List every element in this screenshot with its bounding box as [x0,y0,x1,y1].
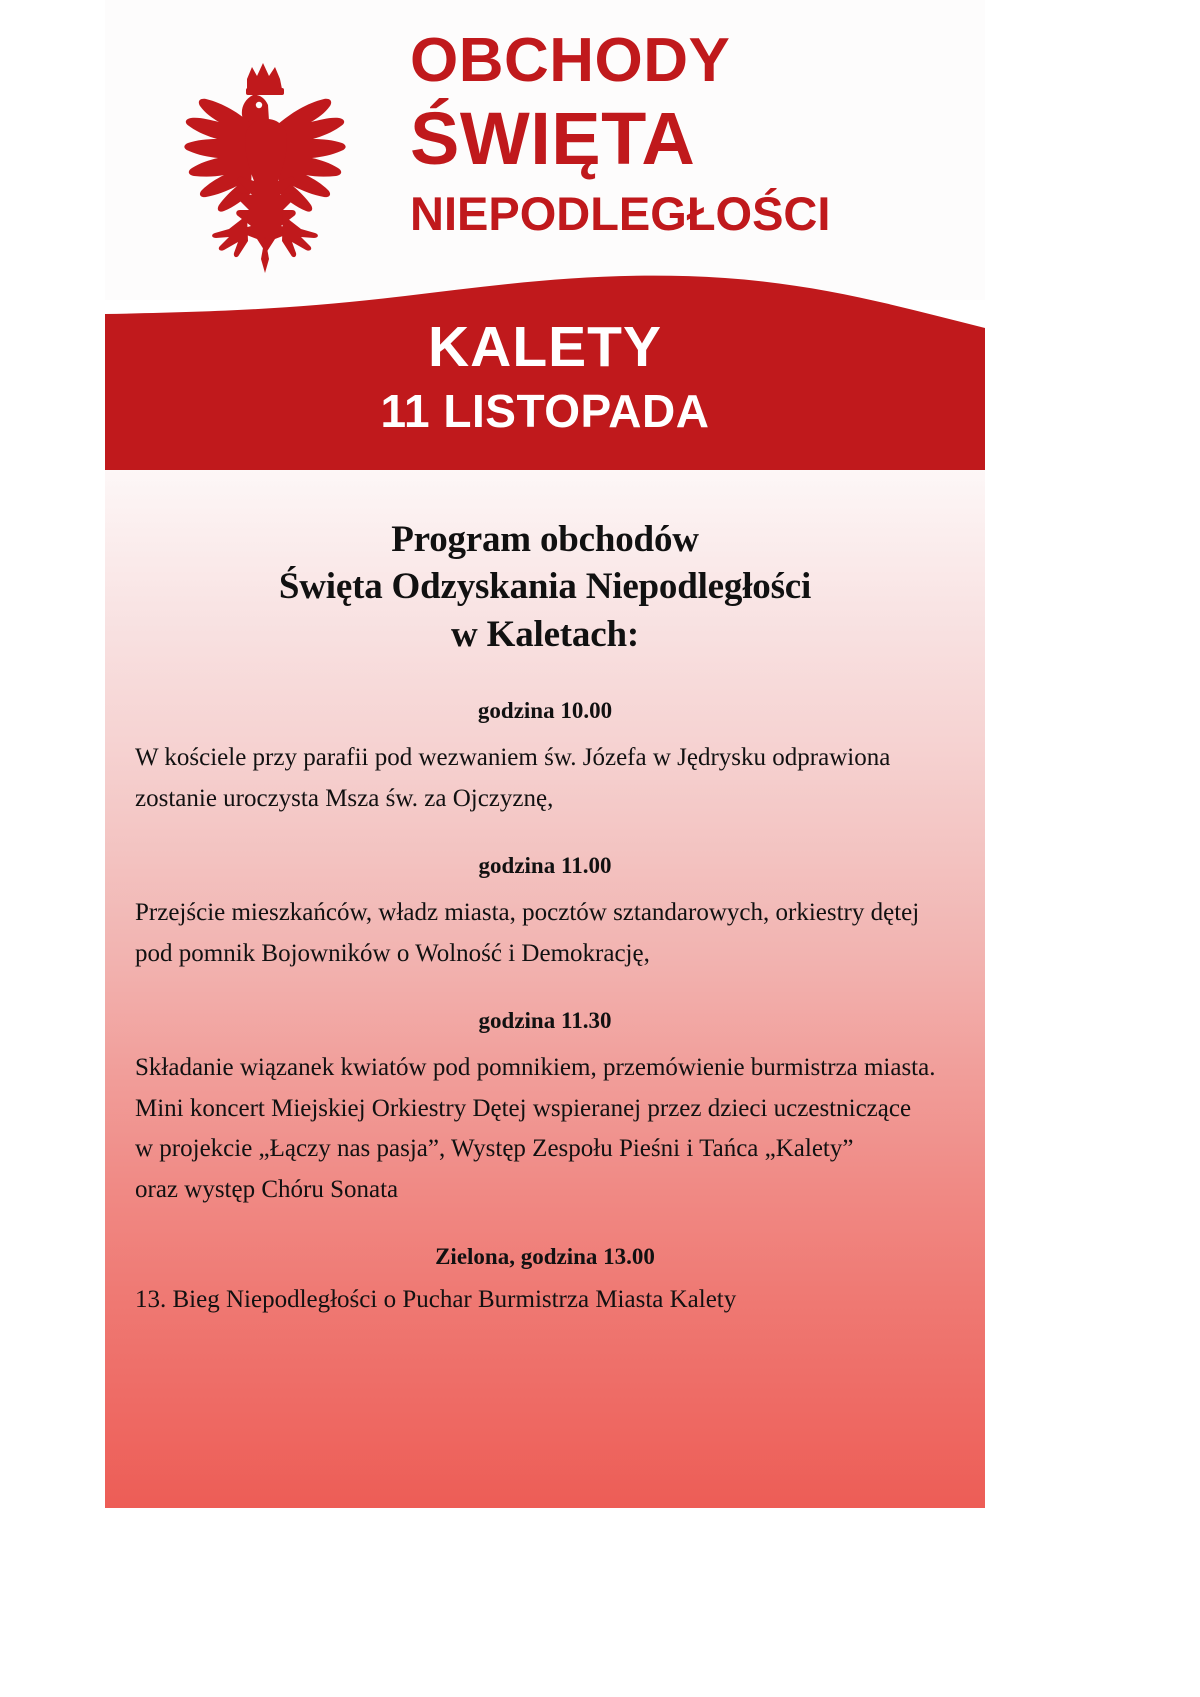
program-panel [105,470,985,1508]
header-line-obchody: OBCHODY [410,26,731,95]
section-body-line: Składanie wiązanek kwiatów pod pomnikiem, przemówienie burmistrza miasta. [135,1054,936,1082]
program-sections [105,698,985,1321]
section-time-label: Zielona, godzina 13.00 [435,1244,655,1270]
section-body-line: Mini koncert Miejskiej Orkiestry Dętej wspieranej przez dzieci uczestniczące [135,1094,912,1122]
section-body-line: pod pomnik Bojowników o Wolność i Demokrację, [135,939,650,967]
program-heading-line-1: Program obchodów [391,519,699,560]
header-titles [410,26,980,240]
banner-text [105,268,985,473]
section-time-label: godzina 10.00 [477,698,613,724]
program-heading [105,470,985,658]
red-wave-banner [105,268,985,473]
header-line-niepodleglosci: NIEPODLEGŁOŚCI [410,187,831,240]
section-time-label: godzina 11.00 [478,853,612,879]
program-heading-line-2: Święta Odzyskania Niepodległości [278,566,812,608]
header-line-swieta: ŚWIĘTA [410,97,696,180]
program-section [105,698,985,819]
program-section [105,1008,985,1210]
section-body-line: 13. Bieg Niepodległości o Puchar Burmistrza Miasta Kalety [135,1286,737,1314]
section-body-line: w projekcie „Łączy nas pasja”, Występ Zespołu Pieśni i Tańca „Kalety” [135,1135,854,1163]
program-section [105,853,985,974]
banner-city-label: KALETY [428,315,662,379]
poster-header [105,0,985,300]
section-time-label: godzina 11.30 [478,1008,612,1034]
section-body-line: oraz występ Chóru Sonata [135,1175,399,1203]
section-body-line: Przejście mieszkańców, władz miasta, pocztów sztandarowych, orkiestry dętej [135,899,920,927]
program-section [105,1244,985,1321]
program-heading-line-3: w Kaletach: [451,613,639,655]
banner-date-label: 11 LISTOPADA [380,385,710,437]
polish-eagle-emblem-icon [135,55,395,290]
section-body-line: zostanie uroczysta Msza św. za Ojczyznę, [135,784,554,812]
section-body-line: W kościele przy parafii pod wezwaniem św. Józefa w Jędrysku odprawiona [135,744,891,772]
